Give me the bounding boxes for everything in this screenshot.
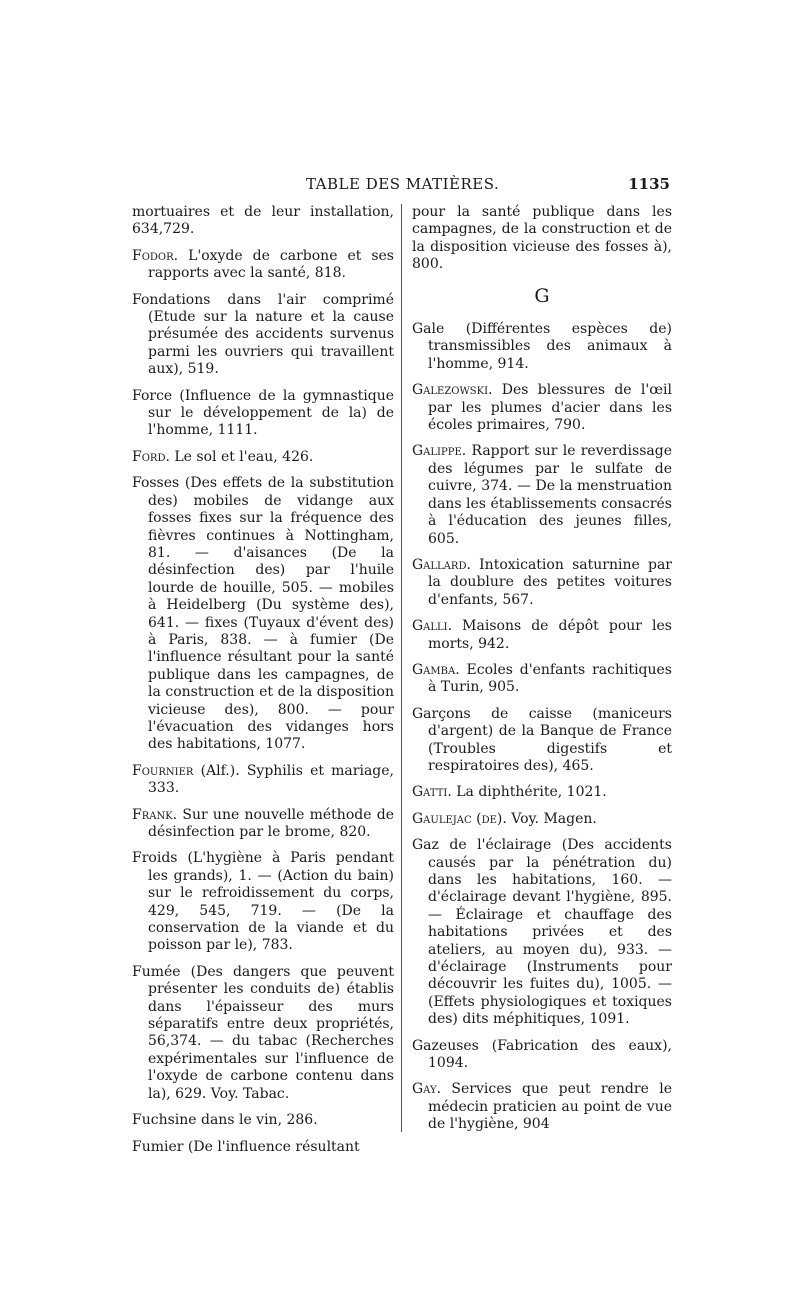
index-entry [412,321,672,373]
entry-headword: Ford. [132,448,170,465]
index-entry [412,811,672,828]
index-entry [412,382,672,434]
page-number: 1135 [628,175,670,193]
entry-headword: Fodor. [132,247,179,264]
entry-text: Fuchsine dans le vin, 286. [132,1112,318,1129]
index-entry [412,204,672,274]
index-entry [132,388,394,440]
entry-text: Services que peut rendre le médecin praticien au point de vue de l'hygiène, 904 [428,1081,672,1133]
index-entry [412,784,672,801]
index-entry [132,964,394,1103]
entry-headword: Gay. [412,1081,442,1098]
entry-headword: Gatti. [412,784,452,801]
entry-text: Gale (Différentes espèces de) transmissibles des animaux à l'homme, 914. [412,321,672,372]
entry-text: Fumier (De l'influence résultant [132,1138,360,1155]
entry-text: Sur une nouvelle méthode de désinfection par le brome, 820. [148,806,394,840]
index-entry [132,1112,394,1129]
entry-text: (Alf.). Syphilis et mariage, 333. [148,762,394,797]
index-entry [132,475,394,754]
entry-text: Fosses (Des effets de la substitution des) mobiles de vidange aux fosses fixes sur la fréquence des fièvres continues à Nottingham, 81. — d'aisances (De la désinfection des) par l'huile lourde de houille, 505. — mobiles à Heidelberg (Du système des), 641. — fixes (Tuyaux d'évent des) à Paris, 838. — à fumier (De l'influence résultant pour la santé publique dans les campagnes, de la construction et de la disposition vicieuse des), 800. — pour l'évacuation des vidanges hors des habitations, 1077. [132,475,394,753]
entry-text: mortuaires et de leur installation, 634,729. [132,204,394,238]
index-entry [132,850,394,954]
running-title: TABLE DES MATIÈRES. [306,175,500,193]
entry-headword: Gaulejac (de). [412,810,507,827]
index-entry [412,662,672,697]
entry-text: Ecoles d'enfants rachitiques à Turin, 905. [428,661,672,696]
index-entry [412,557,672,609]
index-entry [132,248,394,283]
entry-text: La diphthérite, 1021. [451,784,607,801]
entry-text: Des blessures de l'œil par les plumes d'acier dans les écoles primaires, 790. [428,382,672,434]
index-entry [132,204,394,239]
entry-headword: Galippe. [412,443,467,460]
index-entry [412,1081,672,1133]
index-entry [132,807,394,842]
index-entry [132,1139,394,1156]
index-entry [412,706,672,776]
entry-text: Fumée (Des dangers que peuvent présenter les conduits de) établis dans l'épaisseur des murs séparatifs entre deux propriétés, 56,374. — du tabac (Recherches expérimentales sur l'influence de l'oxyde de carbone contenu dans la), 629. Voy. Tabac. [132,963,394,1102]
entry-headword: Gallard. [412,556,471,573]
index-entry [132,449,394,466]
index-entry [412,618,672,653]
index-entry [132,292,394,379]
entry-text: Rapport sur le reverdissage des légumes par le sulfate de cuivre, 374. — De la menstruation dans les établissements consacrés à l'éducation des jeunes filles, 605. [428,443,672,547]
column-divider [401,204,402,1132]
entry-headword: Gamba. [412,661,460,678]
entry-text: L'oxyde de carbone et ses rapports avec la santé, 818. [148,247,394,282]
entry-headword: Galezowski. [412,382,493,399]
entry-text: Froids (L'hygiène à Paris pendant les grands), 1. — (Action du bain) sur le refroidissement du corps, 429, 545, 719. — (De la conservation de la viande et du poisson par le), 783. [132,850,394,954]
entry-text: Voy. Magen. [506,810,597,827]
right-column [412,204,672,1143]
entry-text: Force (Influence de la gymnastique sur le développement de la) de l'homme, 1111. [132,387,394,439]
left-column [132,204,394,1165]
section-letter: G [534,284,550,307]
index-entry [412,837,672,1028]
entry-text: Gaz de l'éclairage (Des accidents causés par la pénétration du) dans les habitations, 160. — d'éclairage devant l'hygiène, 895. — Éclairage et chauffage des habitations privées et des ateliers, au moyen du), 933. — d'éclairage (Instruments pour découvrir les fuites du), 1005. — (Effets physiologiques et toxiques des) dits méphitiques, 1091. [412,837,672,1028]
page-header [132,175,670,197]
entry-headword: Galli. [412,618,453,635]
entry-text: Garçons de caisse (maniceurs d'argent) de la Banque de France (Troubles digestifs et respiratoires des), 465. [412,705,672,774]
entry-text: Gazeuses (Fabrication des eaux), 1094. [412,1037,672,1072]
entry-text: pour la santé publique dans les campagnes, de la construction et de la disposition vicieuse des fosses à), 800. [412,204,672,273]
entry-text: Le sol et l'eau, 426. [169,448,314,465]
entry-text: Fondations dans l'air comprimé (Etude sur la nature et la cause présumée des accidents survenus parmi les ouvriers qui travaillent aux), 519. [132,291,394,378]
entry-headword: Fournier [132,762,194,779]
index-entry [412,1038,672,1073]
entry-headword: Frank. [132,806,178,823]
entry-text: Maisons de dépôt pour les morts, 942. [428,618,672,652]
index-entry [412,443,672,547]
entry-text: Intoxication saturnine par la doublure des petites voitures d'enfants, 567. [428,556,672,608]
index-entry [132,763,394,798]
